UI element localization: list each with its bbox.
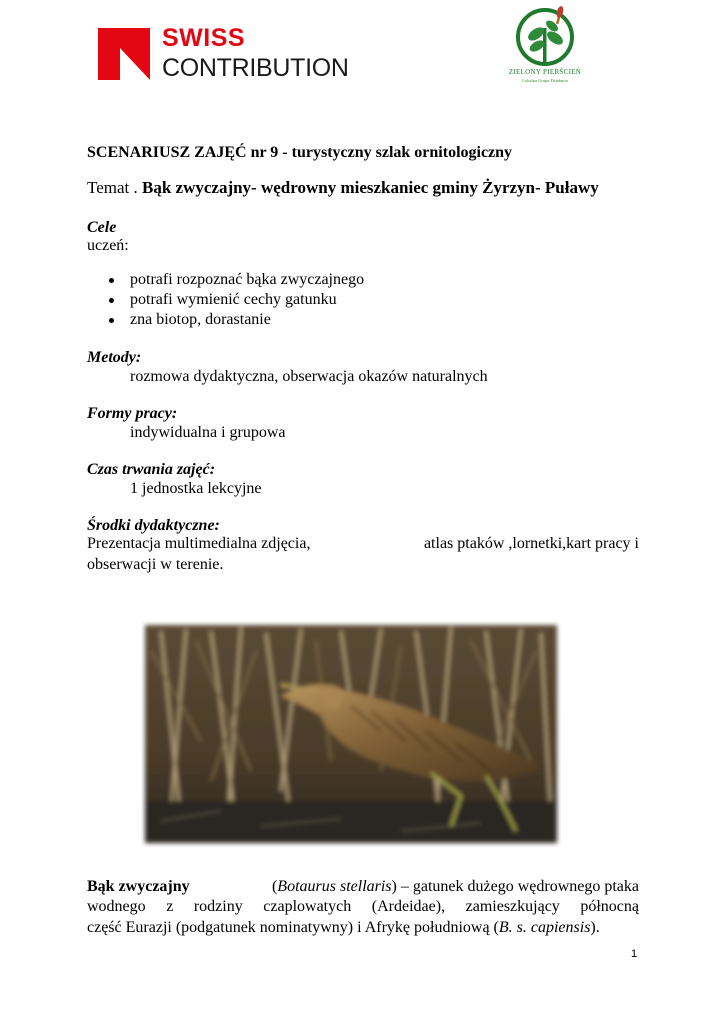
page-number: 1 xyxy=(631,948,638,960)
topic-bold: Bąk zwyczajny- wędrowny mieszkaniec gminy Żyrzyn- Puławy xyxy=(141,178,599,197)
swiss-logo-word-swiss: SWISS xyxy=(162,24,246,52)
swiss-logo-word-contribution: CONTRIBUTION xyxy=(162,54,349,82)
materials-line-1 xyxy=(87,533,639,555)
materials-line-1a: Prezentacja multimedialna zdjęcia, xyxy=(87,535,311,552)
duration-heading: Czas trwania zajęć: xyxy=(87,461,216,478)
list-item: zna biotop, dorastanie xyxy=(108,310,364,330)
work-forms-text: indywidualna i grupowa xyxy=(130,424,286,441)
latin-name: Botaurus stellaris xyxy=(277,878,392,895)
swiss-contribution-logo xyxy=(98,26,358,84)
lesson-topic xyxy=(87,178,599,198)
subspecies-name: B. s. capiensis xyxy=(498,919,591,936)
document-title: SCENARIUSZ ZAJĘĆ nr 9 - turystyczny szlak ornitologiczny xyxy=(87,144,513,161)
duration-text: 1 jednostka lekcyjne xyxy=(130,480,262,497)
methods-text: rozmowa dydaktyczna, obserwacja okazów naturalnych xyxy=(130,368,488,385)
zielony-pierscien-logo xyxy=(500,6,590,92)
description-line-2: wodnego z rodziny czaplowatych (Ardeidae), zamieszkujący północną xyxy=(87,898,639,915)
list-item: potrafi rozpoznać bąka zwyczajnego xyxy=(108,270,364,290)
goals-intro: uczeń: xyxy=(87,237,129,254)
materials-line-1b: atlas ptaków ,lornetki,kart pracy i xyxy=(423,535,639,552)
list-item: potrafi wymienić cechy gatunku xyxy=(108,290,364,310)
species-name: Bąk zwyczajny xyxy=(87,878,190,895)
materials-heading: Środki dydaktyczne: xyxy=(87,517,220,534)
bittern-photo xyxy=(141,621,561,847)
goals-list xyxy=(108,270,364,330)
description-line-3: część Eurazji (podgatunek nominatywny) i Afrykę południową (B. s. capiensis). xyxy=(87,919,600,936)
partner-logo-subtitle: Lokalna Grupa Działania xyxy=(522,78,568,83)
green-ring-leaf-icon xyxy=(500,6,590,68)
goals-heading: Cele xyxy=(87,219,117,236)
description-line-1 xyxy=(87,876,639,898)
topic-prefix: Temat . xyxy=(87,178,142,197)
description-line-1-rest: (Botaurus stellaris) – gatunek dużego wędrownego ptaka xyxy=(271,878,639,895)
methods-heading: Metody: xyxy=(87,349,142,366)
partner-logo-name: ZIELONY PIERŚCIEŃ xyxy=(508,68,582,76)
work-forms-heading: Formy pracy: xyxy=(87,405,178,422)
materials-line-2: obserwacji w terenie. xyxy=(87,556,224,573)
swiss-logo-mark-icon xyxy=(98,28,150,80)
